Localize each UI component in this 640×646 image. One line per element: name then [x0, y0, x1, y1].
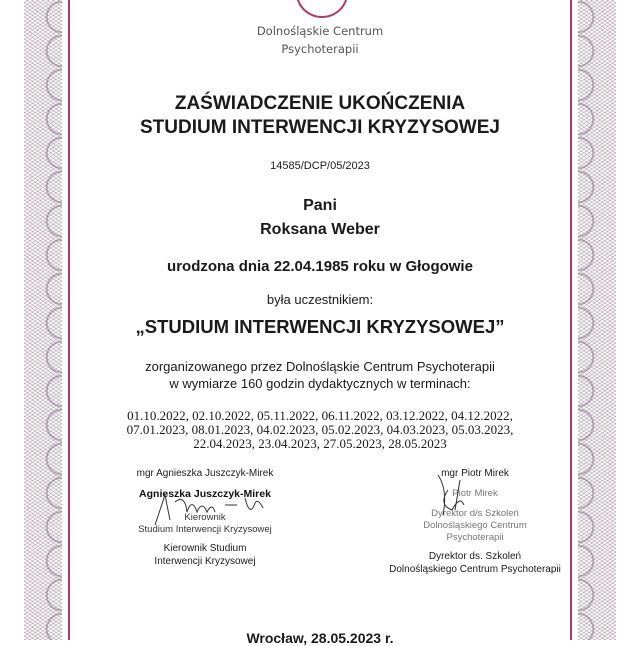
title-line-1: ZAŚWIADCZENIE UKOŃCZENIA	[174, 93, 466, 114]
organization-text	[80, 358, 560, 392]
logo-icon	[296, 0, 348, 18]
signer-name: mgr Piotr Mirek	[441, 468, 509, 479]
course-name: „STUDIUM INTERWENCJI KRYZYSOWEJ”	[135, 316, 505, 337]
stamp-role: Kierownik	[184, 512, 226, 523]
signer-name: mgr Agnieszka Juszczyk-Mirek	[136, 468, 274, 479]
stamp-role: Studium Interwencji Kryzysowej	[138, 524, 272, 535]
birth-info: urodzona dnia 22.04.1985 roku w Głogowie	[167, 258, 473, 275]
certificate-title	[80, 92, 560, 140]
decorative-border-left	[24, 0, 62, 640]
certificate-number: 14585/DCP/05/2023	[270, 160, 370, 172]
org-line-1: Dolnośląskie Centrum	[256, 24, 384, 38]
signer-role	[380, 550, 570, 576]
course-dates	[80, 409, 560, 451]
border-line-right	[570, 0, 572, 640]
stamp-role: Dolnośląskiego Centrum	[423, 520, 527, 531]
recipient-name: Roksana Weber	[260, 221, 380, 238]
title-line-2: STUDIUM INTERWENCJI KRYZYSOWEJ	[140, 117, 500, 138]
stamp-role: Psychoterapii	[446, 532, 504, 543]
stamp-name: Agnieszka Juszczyk-Mirek	[139, 488, 271, 500]
signer-role	[120, 542, 290, 568]
stamp-name: Piotr Mirek	[452, 488, 498, 499]
role-line: Dyrektor ds. Szkoleń	[428, 551, 522, 562]
dates-line-1: 01.10.2022, 02.10.2022, 05.11.2022, 06.11.2022, 03.12.2022, 04.12.2022,	[127, 408, 513, 423]
dates-line-2: 07.01.2023, 08.01.2023, 04.02.2023, 05.02.2023, 04.03.2023, 05.03.2023,	[126, 422, 514, 437]
signature-left	[150, 490, 270, 530]
organization-name	[0, 22, 640, 58]
role-line: Interwencji Kryzysowej	[154, 556, 256, 567]
org-line-2: Psychoterapii	[281, 42, 359, 56]
place-and-date: Wrocław, 28.05.2023 r.	[246, 630, 394, 646]
border-line-left	[68, 0, 70, 640]
organized-line-1: zorganizowanego przez Dolnośląskie Centrum Psychoterapii	[145, 359, 495, 374]
signature-right	[430, 470, 470, 520]
stamp-role: Dyrektor d/s Szkoleń	[431, 508, 519, 519]
organized-line-2: w wymiarze 160 godzin dydaktycznych w terminach:	[169, 376, 471, 391]
role-line: Dolnośląskiego Centrum Psychoterapii	[389, 564, 561, 575]
stamp	[380, 488, 570, 544]
dates-line-3: 22.04.2023, 23.04.2023, 27.05.2023, 28.05.2023	[193, 436, 447, 451]
participant-text: była uczestnikiem:	[266, 292, 374, 307]
decorative-border-right	[578, 0, 616, 640]
salutation: Pani	[303, 197, 337, 214]
signature-block-right	[380, 467, 570, 576]
role-line: Kierownik Studium	[163, 543, 247, 554]
recipient	[80, 194, 560, 242]
